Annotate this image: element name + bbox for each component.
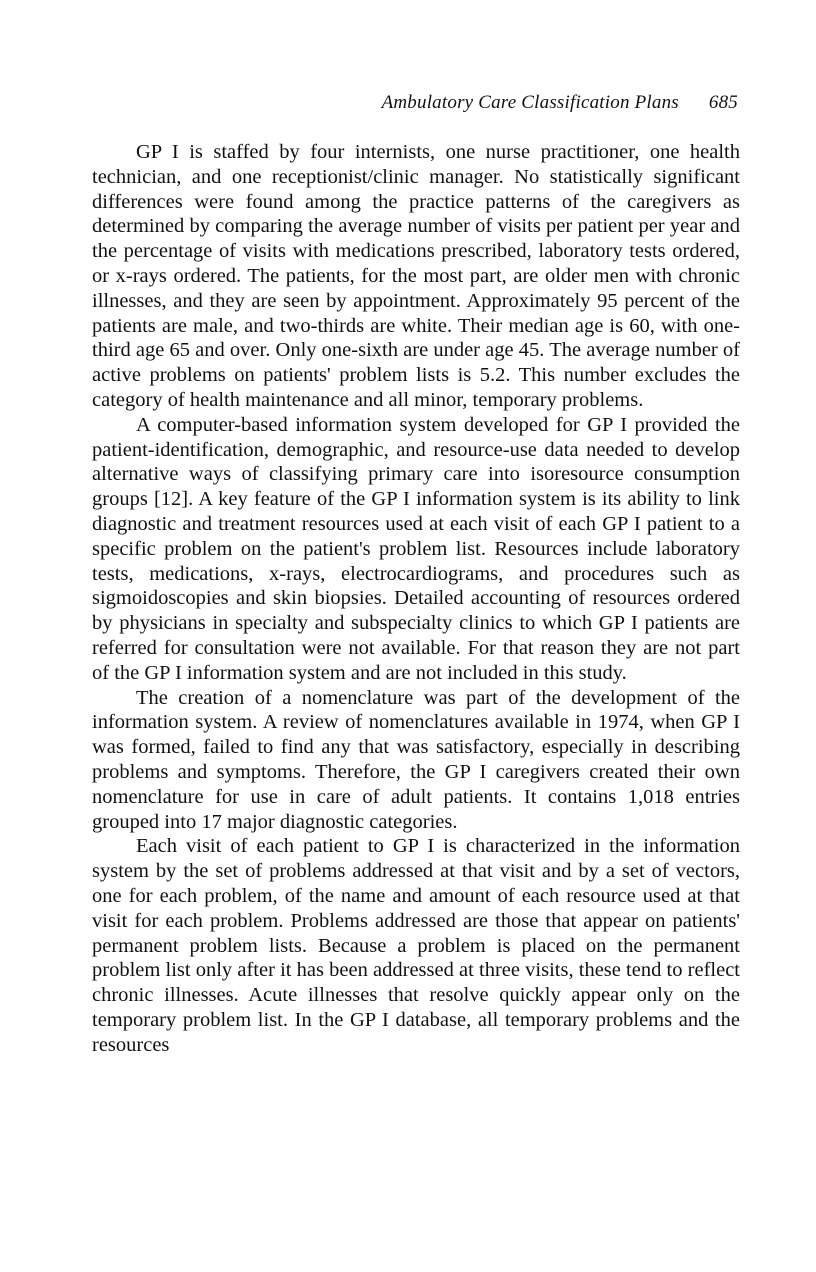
running-head-title: Ambulatory Care Classification Plans (381, 92, 679, 113)
body-text (92, 140, 740, 1057)
paragraph-information-system: A computer-based information system developed for GP I provided the patient-identification, demographic, and resource-use data needed to develop alternative ways of classifying primary care into isoresource consumption groups [12]. A key feature of the GP I information system is its ability to link diagnostic and treatment resources used at each visit of each GP I patient to a specific problem on the patient's problem list. Resources include laboratory tests, medications, x-rays, electrocardiograms, and procedures such as sigmoidoscopies and skin biopsies. Detailed accounting of resources ordered by physicians in specialty and subspecialty clinics to which GP I patients are referred for consultation were not available. For that reason they are not part of the GP I information system and are not included in this study. (92, 413, 740, 684)
paragraph-nomenclature: The creation of a nomenclature was part of the development of the information system. A review of nomenclatures available in 1974, when GP I was formed, failed to find any that was satisfactory, especially in describing problems and symptoms. Therefore, the GP I caregivers created their own nomenclature for use in care of adult patients. It contains 1,018 entries grouped into 17 major diagnostic categories. (92, 686, 740, 833)
page-number: 685 (708, 92, 738, 113)
paragraph-visit-characterization: Each visit of each patient to GP I is characterized in the information system by the set of problems addressed at that visit and by a set of vectors, one for each problem, of the name and amount of each resource used at that visit for each problem. Problems addressed are those that appear on patients' permanent problem lists. Because a problem is placed on the permanent problem list only after it has been addressed at three visits, these tend to reflect chronic illnesses. Acute illnesses that resolve quickly appear only on the temporary problem list. In the GP I database, all temporary problems and the resources (92, 835, 740, 1056)
running-head (382, 92, 738, 114)
paragraph-staffing: GP I is staffed by four internists, one nurse practitioner, one health technician, and one receptionist/clinic manager. No statistically significant differences were found among the practice patterns of the caregivers as determined by comparing the average number of visits per patient per year and the percentage of visits with medications prescribed, laboratory tests ordered, or x-rays ordered. The patients, for the most part, are older men with chronic illnesses, and they are seen by appointment. Approximately 95 percent of the patients are male, and two-thirds are white. Their median age is 60, with one-third age 65 and over. Only one-sixth are under age 45. The average number of active problems on patients' problem lists is 5.2. This number excludes the category of health maintenance and all minor, temporary problems. (92, 141, 740, 411)
